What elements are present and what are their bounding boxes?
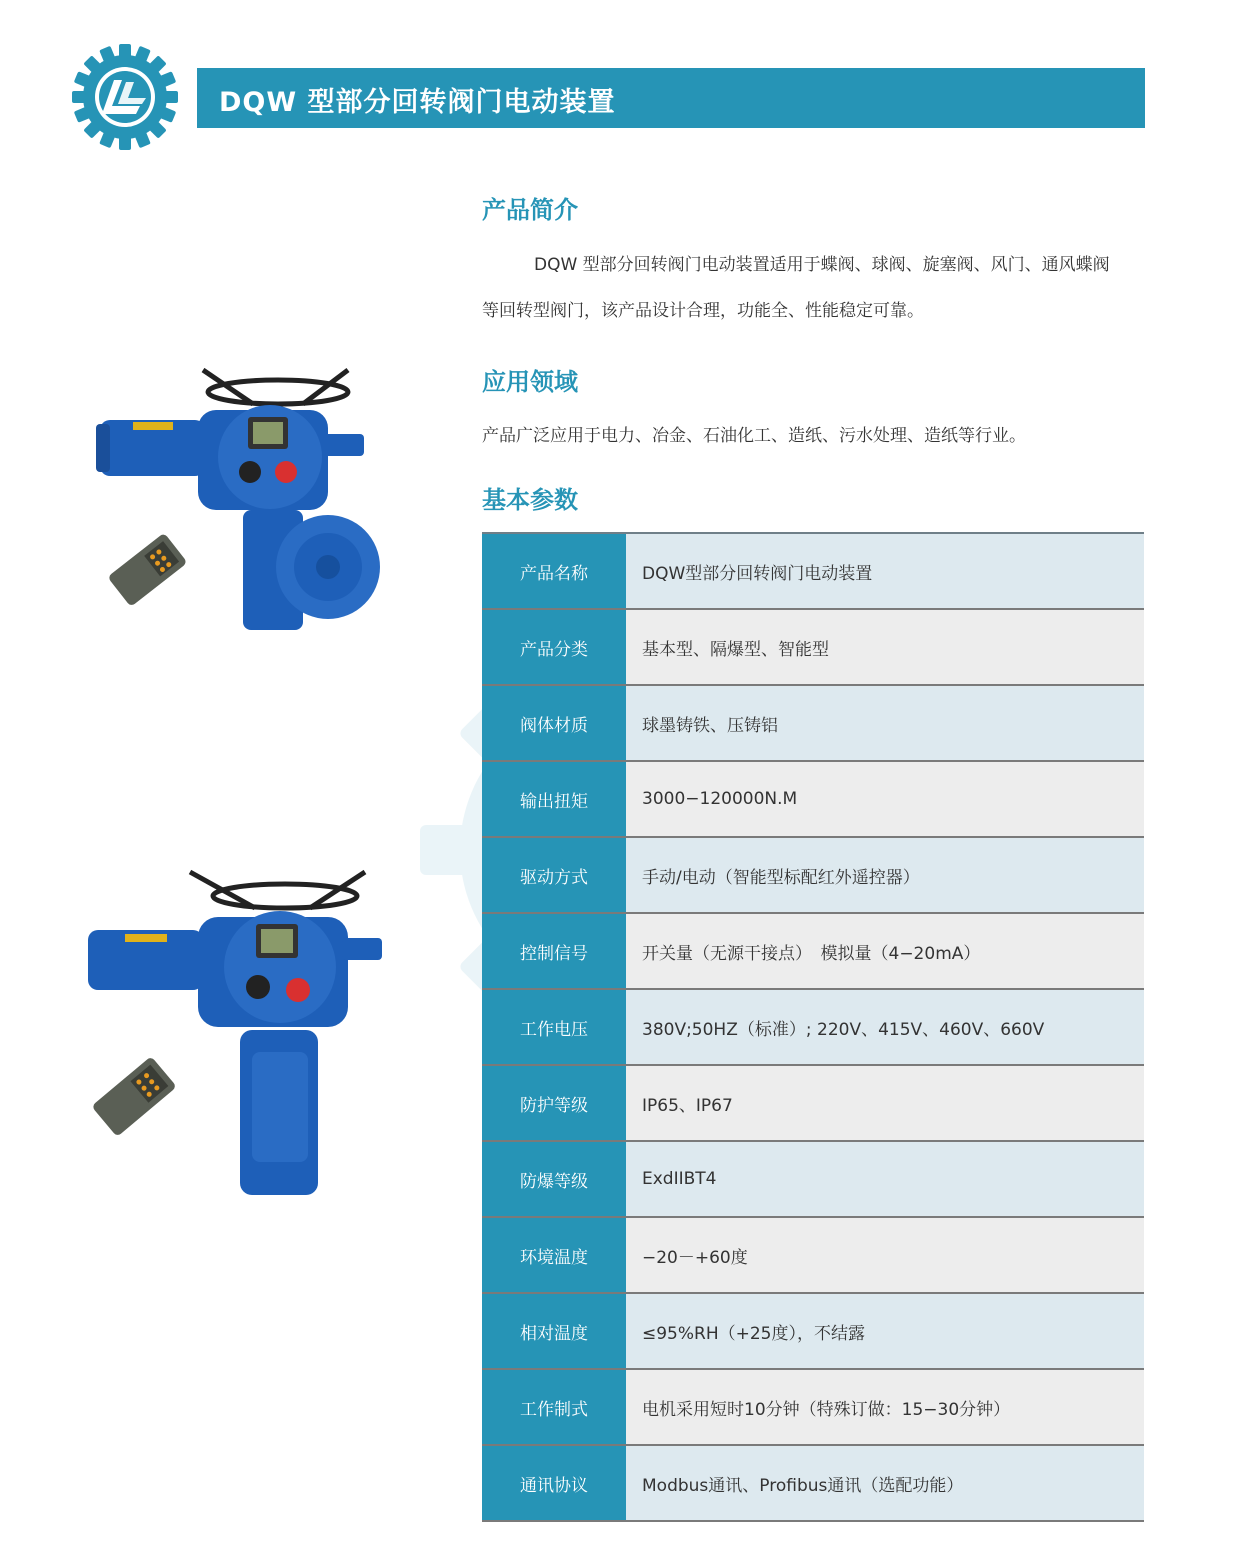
table-row (482, 990, 1144, 1066)
table-row (482, 762, 1144, 838)
table-row (482, 534, 1144, 610)
table-row (482, 610, 1144, 686)
param-label: 输出扭矩 (482, 762, 626, 836)
actuator-image (80, 862, 400, 1197)
param-value: 380V;50HZ（标准）; 220V、415V、460V、660V (626, 990, 1144, 1064)
table-row (482, 838, 1144, 914)
param-value: Modbus通讯、Profibus通讯（选配功能） (626, 1446, 1144, 1520)
param-label: 环境温度 (482, 1218, 626, 1292)
table-row (482, 1218, 1144, 1294)
table-row (482, 1446, 1144, 1522)
title-bar (197, 68, 1145, 128)
table-row (482, 1142, 1144, 1218)
param-value: IP65、IP67 (626, 1066, 1144, 1140)
param-label: 防护等级 (482, 1066, 626, 1140)
intro-line-1: DQW 型部分回转阀门电动装置适用于蝶阀、球阀、旋塞阀、风门、通风蝶阀 (534, 255, 1110, 275)
intro-line-2: 等回转型阀门，该产品设计合理，功能全、性能稳定可靠。 (482, 301, 924, 321)
page-title: DQW 型部分回转阀门电动装置 (219, 87, 616, 118)
param-value: DQW型部分回转阀门电动装置 (626, 534, 1144, 608)
param-label: 阀体材质 (482, 686, 626, 760)
param-value: 球墨铸铁、压铸铝 (626, 686, 1144, 760)
intro-text (482, 242, 1147, 334)
gear-logo-icon (70, 42, 180, 152)
param-label: 控制信号 (482, 914, 626, 988)
param-value: 开关量（无源干接点） 模拟量（4−20mA） (626, 914, 1144, 988)
actuator-image (88, 362, 388, 634)
param-value: 电机采用短时10分钟（特殊订做：15−30分钟） (626, 1370, 1144, 1444)
param-label: 工作制式 (482, 1370, 626, 1444)
table-row (482, 1370, 1144, 1446)
param-label: 防爆等级 (482, 1142, 626, 1216)
params-table (482, 532, 1144, 1522)
param-label: 驱动方式 (482, 838, 626, 912)
param-value: ≤95%RH（+25度），不结露 (626, 1294, 1144, 1368)
param-label: 通讯协议 (482, 1446, 626, 1520)
param-label: 产品分类 (482, 610, 626, 684)
param-label: 产品名称 (482, 534, 626, 608)
param-label: 相对温度 (482, 1294, 626, 1368)
param-value: −20－+60度 (626, 1218, 1144, 1292)
table-row (482, 686, 1144, 762)
param-value: 基本型、隔爆型、智能型 (626, 610, 1144, 684)
application-heading: 应用领域 (482, 368, 578, 396)
table-row (482, 1066, 1144, 1142)
params-heading: 基本参数 (482, 486, 578, 514)
table-row (482, 1294, 1144, 1370)
param-value: 3000−120000N.M (626, 762, 1144, 836)
application-text: 产品广泛应用于电力、冶金、石油化工、造纸、污水处理、造纸等行业。 (482, 426, 1026, 446)
table-row (482, 914, 1144, 990)
param-value: 手动/电动（智能型标配红外遥控器） (626, 838, 1144, 912)
intro-heading: 产品简介 (482, 196, 578, 224)
param-label: 工作电压 (482, 990, 626, 1064)
param-value: ExdIIBT4 (626, 1142, 1144, 1216)
